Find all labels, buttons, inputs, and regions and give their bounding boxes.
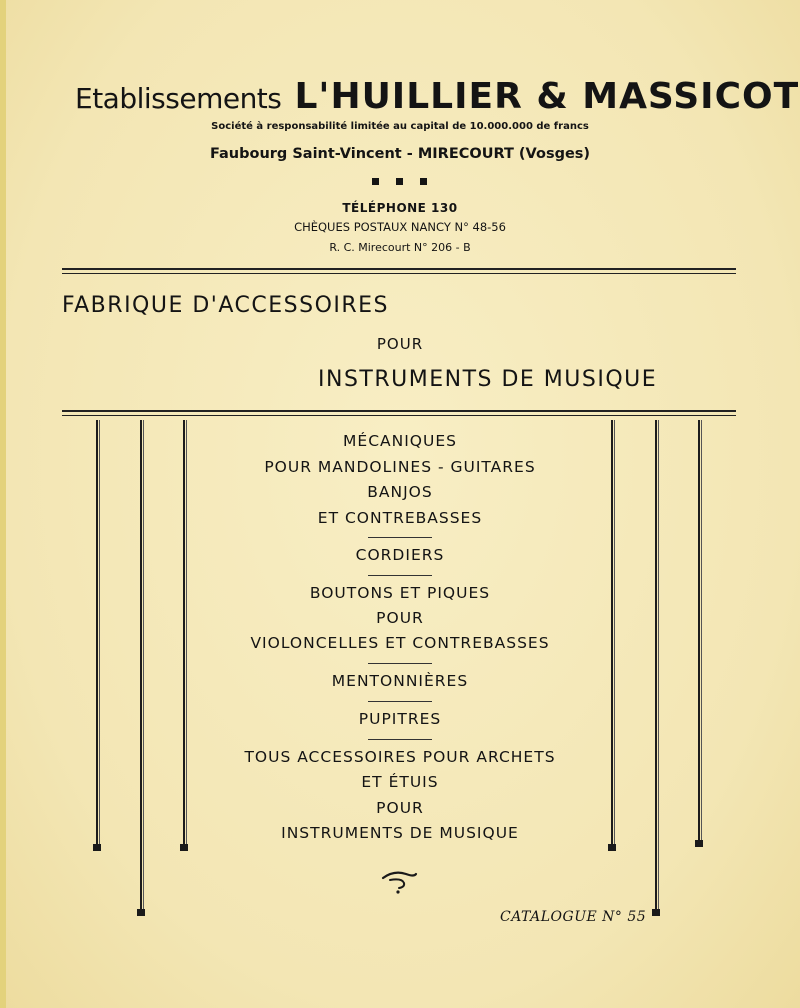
pole-left-3-knob	[180, 844, 188, 851]
section-separator	[368, 663, 432, 664]
section-separator	[368, 739, 432, 740]
establishment-prefix: Etablissements	[75, 82, 282, 115]
product-line: CORDIERS	[355, 546, 445, 564]
trade-register: R. C. Mirecourt N° 206 - B	[329, 241, 471, 254]
product-line: MÉCANIQUES	[343, 432, 457, 450]
postal-cheques: CHÈQUES POSTAUX NANCY N° 48-56	[294, 220, 506, 234]
product-line: VIOLONCELLES ET CONTREBASSES	[250, 634, 550, 652]
product-line: PUPITRES	[358, 710, 442, 728]
catalogue-number: CATALOGUE N° 55	[500, 909, 647, 925]
title-line-2: POUR	[376, 335, 424, 353]
pole-left-2-knob	[137, 909, 145, 916]
title-rule-top	[62, 410, 736, 412]
company-address: Faubourg Saint-Vincent - MIRECOURT (Vosges)	[209, 146, 591, 162]
product-line: TOUS ACCESSOIRES POUR ARCHETS	[244, 748, 556, 766]
curl-ornament-icon	[380, 868, 420, 896]
product-line: BOUTONS ET PIQUES	[309, 584, 491, 602]
section-separator	[368, 575, 432, 576]
legal-notice: Société à responsabilité limitée au capital de 10.000.000 de francs	[211, 121, 589, 132]
telephone-number: TÉLÉPHONE 130	[342, 201, 458, 215]
section-separator	[368, 537, 432, 538]
pole-left-1-knob	[93, 844, 101, 851]
header-rule-bottom	[62, 273, 736, 274]
product-line: BANJOS	[367, 483, 433, 501]
header-rule-top	[62, 268, 736, 270]
title-line-1: FABRIQUE D'ACCESSOIRES	[62, 293, 390, 318]
square-ornament	[372, 178, 428, 186]
section-separator	[368, 701, 432, 702]
title-rule-bottom	[62, 415, 736, 416]
title-line-3: INSTRUMENTS DE MUSIQUE	[318, 367, 658, 392]
product-line: MENTONNIÈRES	[331, 672, 469, 690]
company-heading	[75, 76, 800, 117]
product-line: POUR	[376, 609, 424, 627]
pole-right-1-knob	[608, 844, 616, 851]
product-line: ET ÉTUIS	[361, 773, 439, 791]
company-name: L'HUILLIER & MASSICOT	[294, 76, 800, 117]
product-line: INSTRUMENTS DE MUSIQUE	[281, 824, 519, 842]
product-line: POUR MANDOLINES - GUITARES	[264, 458, 536, 476]
product-line: ET CONTREBASSES	[317, 509, 483, 527]
pole-right-2-knob	[652, 909, 660, 916]
product-line: POUR	[376, 799, 424, 817]
